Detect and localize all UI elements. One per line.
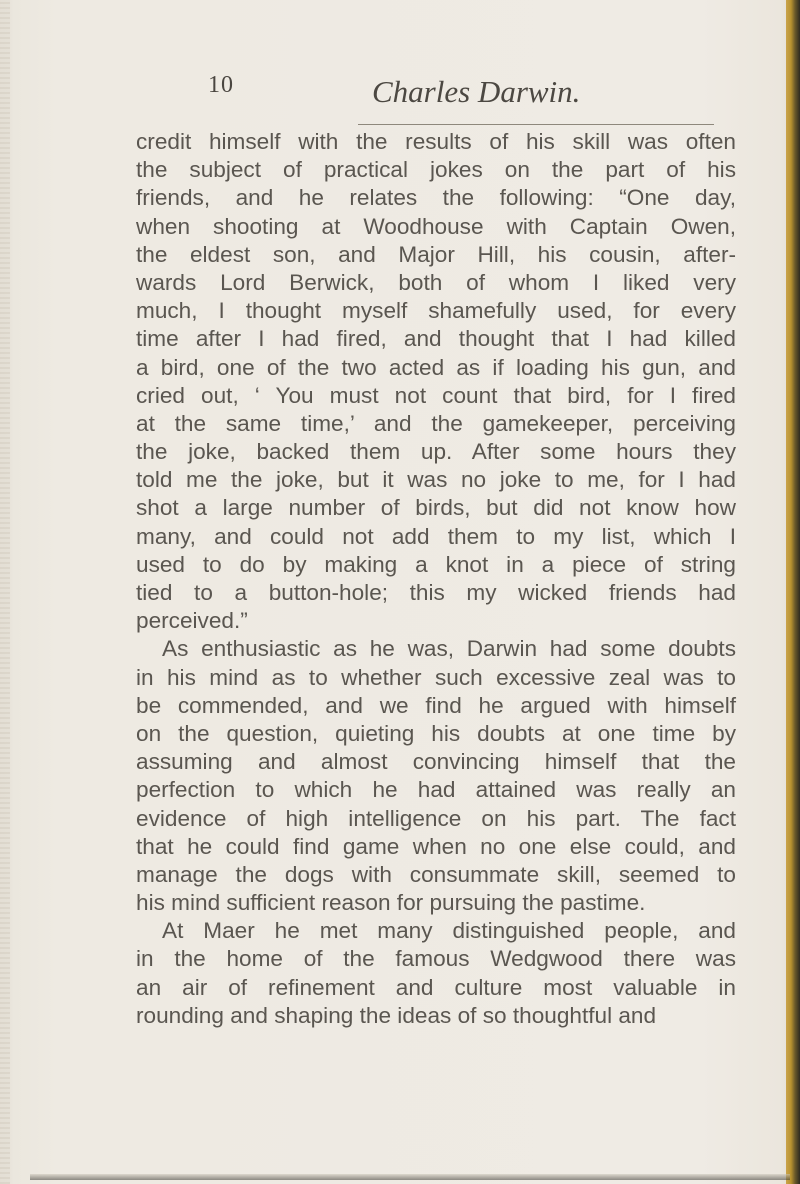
text-line: that he could find game when no one else could, and bbox=[136, 833, 736, 859]
text-line: when shooting at Woodhouse with Captain Owen, bbox=[136, 213, 736, 239]
text-line: his mind sufficient reason for pursuing the pastime. bbox=[136, 890, 646, 916]
text-line: much, I thought myself shamefully used, for every bbox=[136, 298, 736, 324]
book-edge bbox=[786, 0, 800, 1184]
text-line: time after I had fired, and thought that I had killed bbox=[136, 326, 736, 352]
text-line: shot a large number of birds, but did not know how bbox=[136, 495, 736, 521]
text-line: tied to a button-hole; this my wicked friends had bbox=[136, 580, 736, 605]
paragraph bbox=[136, 128, 736, 635]
text-line: at the same time,’ and the gamekeeper, perceiving bbox=[136, 410, 736, 436]
text-line: a bird, one of the two acted as if loading his gun, and bbox=[136, 354, 736, 380]
text-line: the subject of practical jokes on the part of his bbox=[136, 157, 736, 183]
text-line: an air of refinement and culture most valuable in bbox=[136, 974, 736, 1000]
text-line: As enthusiastic as he was, Darwin had some doubts bbox=[162, 636, 736, 662]
page-number: 10 bbox=[208, 72, 234, 98]
text-line: on the question, quieting his doubts at one time by bbox=[136, 720, 736, 746]
text-line: the joke, backed them up. After some hours they bbox=[136, 439, 736, 465]
text-line: credit himself with the results of his skill was often bbox=[136, 129, 736, 154]
text-line: perceived.” bbox=[136, 608, 248, 634]
text-line: the eldest son, and Major Hill, his cousin, after- bbox=[136, 241, 736, 267]
text-line: evidence of high intelligence on his part. The fact bbox=[136, 805, 736, 831]
text-line: manage the dogs with consummate skill, seemed to bbox=[136, 861, 736, 887]
page-header bbox=[208, 68, 728, 118]
text-line: told me the joke, but it was no joke to me, for I had bbox=[136, 467, 736, 493]
text-line: many, and could not add them to my list, which I bbox=[136, 523, 736, 549]
text-line: wards Lord Berwick, both of whom I liked very bbox=[136, 269, 736, 295]
running-head: Charles Darwin. bbox=[372, 74, 581, 109]
page-bottom-shadow bbox=[30, 1174, 790, 1180]
text-line: friends, and he relates the following: “One day, bbox=[136, 185, 736, 211]
text-line: used to do by making a knot in a piece of string bbox=[136, 551, 736, 577]
body-text bbox=[136, 128, 736, 1030]
paragraph bbox=[136, 917, 736, 1030]
paragraph bbox=[136, 635, 736, 917]
text-line: perfection to which he had attained was really an bbox=[136, 777, 736, 803]
page-gutter-shadow bbox=[0, 0, 10, 1184]
text-line: assuming and almost convincing himself that the bbox=[136, 749, 736, 775]
text-line: At Maer he met many distinguished people, and bbox=[162, 918, 736, 944]
text-line: be commended, and we find he argued with himself bbox=[136, 692, 736, 718]
text-line: in the home of the famous Wedgwood there was bbox=[136, 946, 736, 972]
header-rule bbox=[358, 124, 714, 125]
text-line: rounding and shaping the ideas of so thoughtful and bbox=[136, 1002, 657, 1028]
text-line: in his mind as to whether such excessive zeal was to bbox=[136, 664, 736, 690]
text-line: cried out, ‘ You must not count that bird, for I fired bbox=[136, 382, 736, 408]
